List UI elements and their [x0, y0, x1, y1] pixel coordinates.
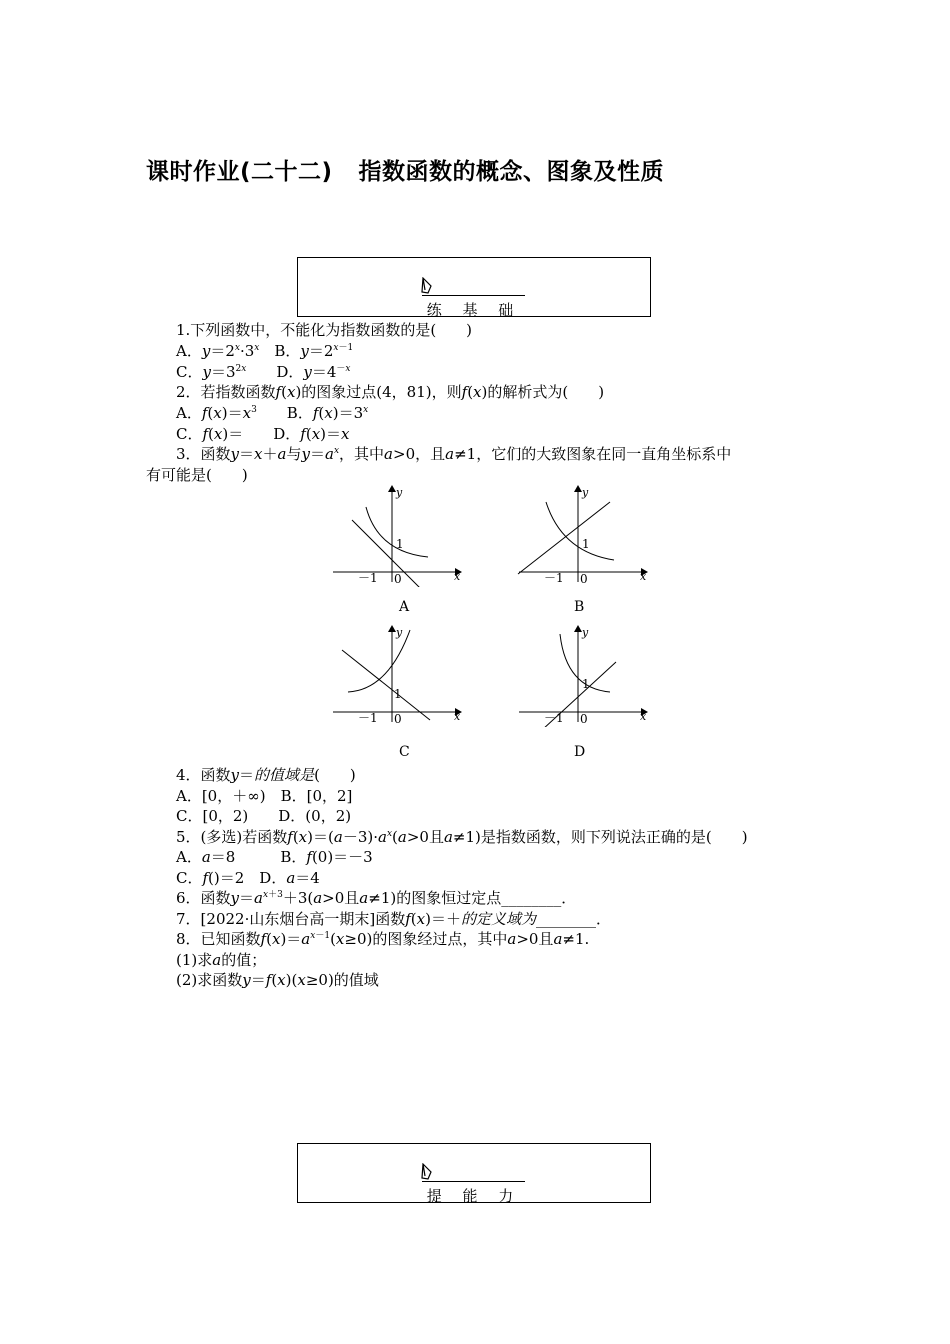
q3-label-c: C [399, 744, 410, 760]
y-label: y [396, 486, 403, 499]
tick-neg1: －1 [544, 571, 564, 585]
section-label-advanced: 提 能 力 [426, 1187, 522, 1205]
y-label: y [582, 486, 589, 499]
tick-1: 1 [582, 537, 590, 551]
exp-curve [546, 502, 614, 560]
y-arrow [574, 625, 582, 632]
page-title [146, 153, 664, 186]
q8-part2: (2)求函数y＝f(x)(x≥0)的值域 [176, 971, 379, 989]
section-rule [422, 1181, 525, 1182]
q3-label-b: B [574, 599, 585, 615]
q5-stem: 5．(多选)若函数$f(x)=(a-3)\cdot a^x(a>0$且a≠1)是指数函数，则下列说法正确的是( ) [176, 828, 748, 846]
section-rule [422, 295, 525, 296]
tick-0: 0 [394, 572, 402, 586]
section-label-basic: 练 基 础 [426, 301, 522, 319]
line-graph [518, 502, 610, 574]
section-header-advanced [297, 1143, 651, 1203]
q2-options-cd: C．f(x)＝ D．f(x)＝x [176, 425, 350, 443]
x-label: x [454, 710, 461, 723]
section-header-basic [297, 257, 651, 317]
q4-stem: 4．函数y＝的值域是( ) [176, 766, 356, 784]
q1-options-ab: A．$y=2^x\cdot 3^x$ B．$y=2^{x-1}$ [176, 342, 354, 360]
q4-options-cd: C．[0，2) D．(0，2) [176, 807, 352, 825]
q5-options-cd: C．f()＝2 D．a＝4 [176, 869, 320, 887]
y-arrow [388, 485, 396, 492]
title-right: 指数函数的概念、图象及性质 [358, 159, 665, 185]
q3-graph-b [514, 482, 654, 587]
tick-0: 0 [580, 572, 588, 586]
q3-stem-line1: 3．函数y＝x＋a与$y=a^x$，其中a>0，且a≠1，它们的大致图象在同一直角坐标系中 [176, 445, 732, 463]
q3-graph-c [328, 622, 468, 727]
x-label: x [640, 710, 647, 723]
exp-curve [348, 630, 410, 692]
q3-label-a: A [399, 599, 410, 615]
q4-options-ab: A．[0，＋∞) B．[0，2] [176, 787, 353, 805]
pen-icon [420, 1163, 434, 1181]
q6: 6．函数$y=a^{x+3}+3(a>0$且a≠1)的图象恒过定点________． [176, 889, 577, 907]
x-label: x [640, 570, 647, 583]
tick-neg1: －1 [544, 711, 564, 725]
pen-icon [420, 277, 434, 295]
tick-0: 0 [580, 712, 588, 726]
q3-graph-a [328, 482, 468, 587]
q1-stem: 1.下列函数中，不能化为指数函数的是( ) [176, 321, 473, 339]
q8-stem: 8．已知函数$f(x)=a^{x-1}(x\ge 0)$的图象经过点，其中a>0且a≠1. [176, 930, 590, 948]
q7: 7．[2022·山东烟台高一期末]函数f(x)＝＋的定义域为________． [176, 910, 611, 928]
q2-options-ab: A．$f(x)=x^3$ B．$f(x)=3^x$ [176, 404, 369, 422]
q3-stem-line2: 有可能是( ) [146, 466, 248, 484]
tick-neg1: －1 [358, 571, 378, 585]
q5-options-ab: A．a＝8 B．f(0)＝－3 [176, 848, 373, 866]
x-label: x [454, 570, 461, 583]
tick-neg1: －1 [358, 711, 378, 725]
q8-part1: (1)求a的值； [176, 951, 267, 969]
title-left: 课时作业(二十二) [146, 159, 333, 185]
y-arrow [388, 625, 396, 632]
tick-1: 1 [394, 687, 402, 701]
q3-graph-d [514, 622, 654, 727]
y-label: y [396, 626, 403, 639]
tick-0: 0 [394, 712, 402, 726]
tick-1: 1 [582, 677, 590, 691]
y-label: y [582, 626, 589, 639]
tick-1: 1 [396, 537, 404, 551]
q2-stem: 2．若指数函数f(x)的图象过点(4，81)，则f(x)的解析式为( ) [176, 383, 605, 401]
y-arrow [574, 485, 582, 492]
line-graph [342, 650, 430, 720]
q3-label-d: D [574, 744, 586, 760]
q1-options-cd: C．$y=3^{2x}$ D．$y=4^{-x}$ [176, 363, 351, 381]
